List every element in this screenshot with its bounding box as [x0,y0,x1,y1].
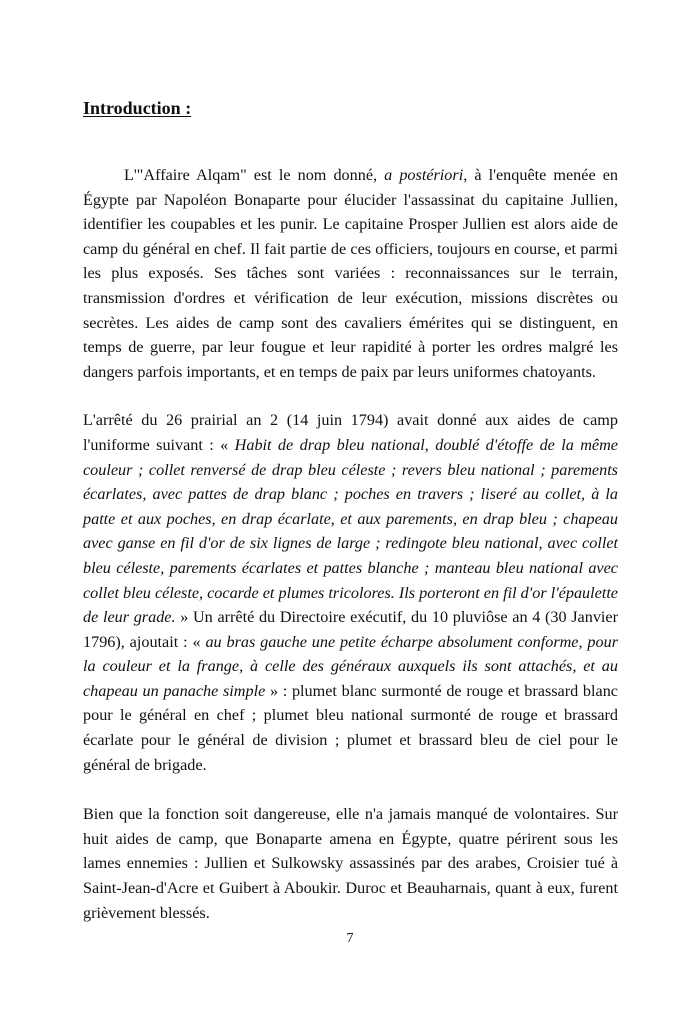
italic-quote: au bras gauche une petite écharpe absolument conforme, pour la couleur et la frange, à celle des généraux auxquels ils sont attachés, et au chapeau un panache simple [83,632,618,700]
italic-quote: Habit de drap bleu national, doublé d'étoffe de la même couleur ; collet renversé de drap bleu céleste ; revers bleu national ; parements écarlates, avec pattes de drap blanc ; poches en travers ; liseré au collet, à la patte et aux poches, en drap écarlate, et aux parements, en drap bleu ; chapeau avec ganse en fil d'or de six lignes de large ; redingote bleu national, avec collet bleu céleste, parements écarlates et pattes blanche ; manteau bleu national avec collet bleu céleste, cocarde et plumes tricolores. Ils porteront en fil d'or l'épaulette de leur grade. [83,435,618,627]
spacer [83,138,618,163]
section-heading: Introduction : [83,98,192,118]
paragraph-uniform [83,408,618,777]
page-number: 7 [346,931,354,946]
text-run: L'"Affaire Alqam" est le nom donné, [124,166,385,184]
text-run: » : plumet blanc surmonté de rouge et brassard blanc pour le général en chef ; plumet bleu national surmonté de rouge et brassard écarlate pour le général de division ; plumet et brassard bleu de ciel pour le général de brigade. [83,681,618,774]
paragraph-intro [83,163,618,384]
italic-run: a postériori [384,166,464,184]
spacer [83,777,618,802]
text-run: L'arrêté du 26 prairial an 2 (14 juin 1794) avait donné aux aides de camp l'uniforme suivant : « [83,411,618,454]
page-body [83,96,618,925]
text-run: » Un arrêté du Directoire exécutif, du 10 pluviôse an 4 (30 Janvier 1796), ajoutait : « [83,608,618,651]
paragraph-volunteers: Bien que la fonction soit dangereuse, elle n'a jamais manqué de volontaires. Sur huit aides de camp, que Bonaparte amena en Égypte, quatre périrent sous les lames ennemies : Jullien et Sulkowsky assassinés par des arabes, Croisier tué à Saint-Jean-d'Acre et Guibert à Aboukir. Duroc et Beauharnais, quant à eux, furent grièvement blessés. [83,805,618,922]
spacer [83,384,618,408]
text-run: , à l'enquête menée en Égypte par Napoléon Bonaparte pour élucider l'assassinat du capitaine Jullien, identifier les coupables et les punir. Le capitaine Prosper Jullien est alors aide de camp du général en chef. Il fait partie de ces officiers, toujours en course, et parmi les plus exposés. Ses tâches sont variées : reconnaissances sur le terrain, transmission d'ordres et vérification de leur exécution, missions discrètes ou secrètes. Les aides de camp sont des cavaliers émérites qui se distinguent, en temps de guerre, par leur fougue et leur rapidité à porter les ordres malgré les dangers parfois importants, et en temps de paix par leurs uniformes chatoyants. [83,166,619,381]
